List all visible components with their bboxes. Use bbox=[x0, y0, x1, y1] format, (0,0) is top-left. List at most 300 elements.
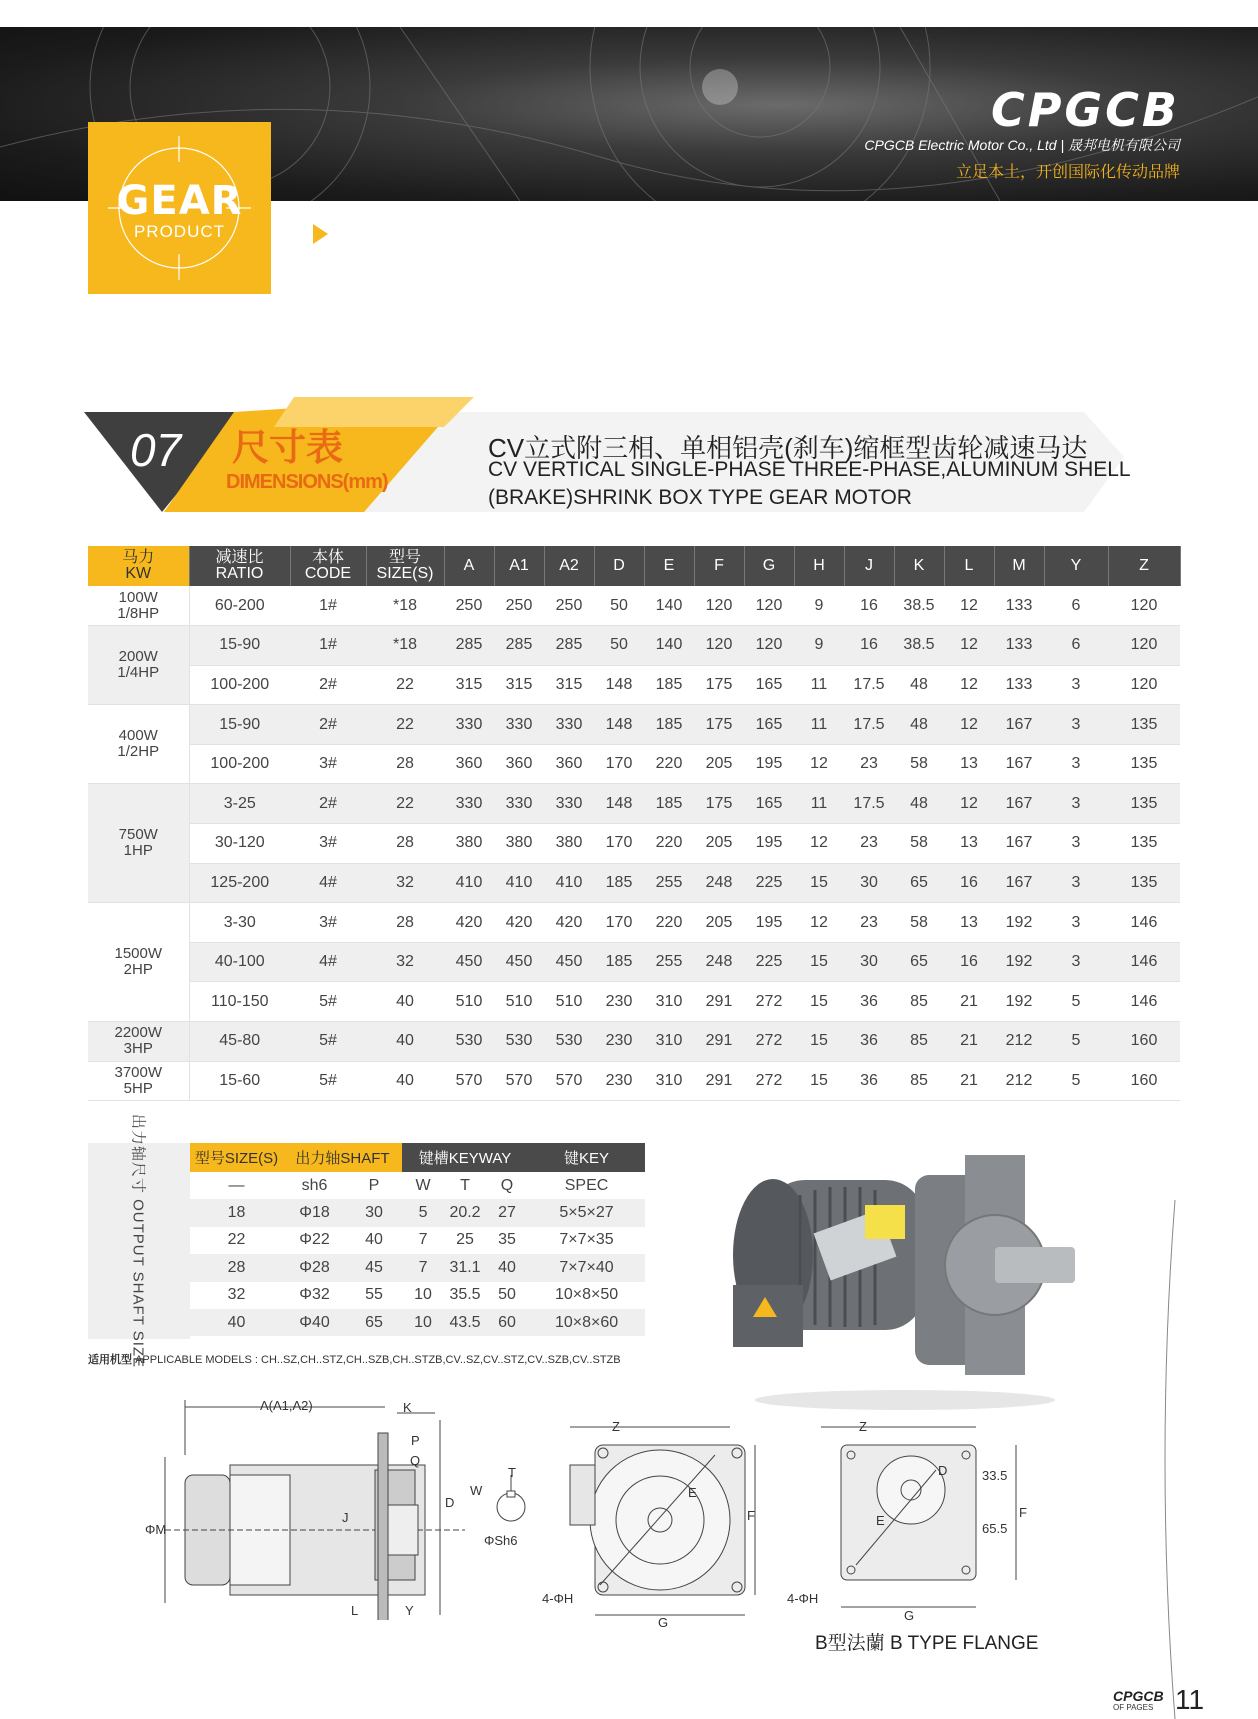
table-row bbox=[88, 784, 1180, 824]
dim-header-cn: 型号 bbox=[388, 549, 421, 566]
table-cell: 28 bbox=[366, 744, 444, 784]
table-cell: 3# bbox=[290, 824, 366, 864]
front-e-label: E bbox=[688, 1485, 697, 1500]
table-cell: 22 bbox=[366, 705, 444, 745]
table-cell: 15-90 bbox=[189, 626, 290, 666]
table-cell: 125-200 bbox=[189, 863, 290, 903]
dim-m-label: ΦM bbox=[145, 1522, 167, 1537]
table-row bbox=[88, 1061, 1180, 1101]
dimensions-table bbox=[88, 546, 1181, 1101]
table-cell: 13 bbox=[944, 903, 994, 943]
table-cell: 12 bbox=[944, 665, 994, 705]
shaft-cell: Φ18 bbox=[283, 1199, 346, 1226]
table-cell: 5 bbox=[1044, 1022, 1108, 1062]
shaft-cell: 20.2 bbox=[444, 1199, 486, 1226]
shaft-row bbox=[190, 1282, 645, 1309]
table-cell: 12 bbox=[794, 824, 844, 864]
table-cell: 120 bbox=[744, 626, 794, 666]
shaft-cell: 35.5 bbox=[449, 1286, 481, 1304]
dim-k-label: K bbox=[403, 1400, 412, 1415]
b-flange-drawing bbox=[786, 1415, 1036, 1625]
table-cell: 3# bbox=[290, 903, 366, 943]
table-cell: 450 bbox=[544, 942, 594, 982]
table-cell: 450 bbox=[444, 942, 494, 982]
table-cell: 58 bbox=[894, 903, 944, 943]
table-cell: 170 bbox=[594, 824, 644, 864]
dim-header-16: Y bbox=[1044, 546, 1108, 586]
dim-header-15: M bbox=[994, 546, 1044, 586]
footer-subtext: OF PAGES bbox=[1113, 1703, 1154, 1712]
shaft-cell: 7×7×35 bbox=[559, 1231, 614, 1249]
table-cell: 185 bbox=[644, 665, 694, 705]
table-cell: 17.5 bbox=[844, 784, 894, 824]
dim-w-label: W bbox=[470, 1483, 483, 1498]
table-cell: 146 bbox=[1108, 942, 1180, 982]
dim-header-5: A1 bbox=[494, 546, 544, 586]
table-cell: 165 bbox=[744, 784, 794, 824]
table-cell: 160 bbox=[1108, 1061, 1180, 1101]
section-label-en: DIMENSIONS(mm) bbox=[226, 471, 388, 493]
table-cell: 450 bbox=[494, 942, 544, 982]
power-hp: 1/4HP bbox=[117, 664, 160, 682]
table-cell: 360 bbox=[544, 744, 594, 784]
table-cell: 165 bbox=[744, 705, 794, 745]
table-cell: 291 bbox=[694, 982, 744, 1022]
shaft-header-size: 型号SIZE(S) bbox=[190, 1143, 283, 1172]
table-cell: 32 bbox=[366, 942, 444, 982]
dim-header-cn: 马力 bbox=[122, 549, 155, 566]
table-cell: 420 bbox=[544, 903, 594, 943]
power-hp: 5HP bbox=[123, 1079, 153, 1097]
shaft-cell: 65 bbox=[346, 1309, 402, 1336]
table-cell: 510 bbox=[444, 982, 494, 1022]
table-cell: 175 bbox=[694, 705, 744, 745]
table-cell: *18 bbox=[366, 586, 444, 626]
table-cell: 3-25 bbox=[189, 784, 290, 824]
dim-header-cn: 减速比 bbox=[215, 549, 264, 566]
product-title-en-1: CV VERTICAL SINGLE-PHASE THREE-PHASE,ALUMINUM SHELL bbox=[488, 458, 1131, 481]
table-cell: 195 bbox=[744, 744, 794, 784]
table-cell: 220 bbox=[644, 903, 694, 943]
table-cell: 185 bbox=[644, 705, 694, 745]
shaft-subheader: SPEC bbox=[564, 1176, 609, 1194]
table-cell: 22 bbox=[366, 784, 444, 824]
shaft-cell: 32 bbox=[227, 1286, 246, 1304]
dim-l-label: L bbox=[351, 1603, 359, 1618]
company-slogan: 立足本土，开创国际化传动品牌 bbox=[955, 164, 1180, 181]
table-cell: 185 bbox=[644, 784, 694, 824]
table-row bbox=[88, 705, 1180, 745]
table-cell: 146 bbox=[1108, 982, 1180, 1022]
table-cell: 135 bbox=[1108, 705, 1180, 745]
table-cell: 120 bbox=[694, 586, 744, 626]
table-cell: 2# bbox=[290, 665, 366, 705]
shaft-cell: 28 bbox=[190, 1254, 283, 1281]
dim-header-en: KW bbox=[125, 565, 152, 582]
dim-header-12: J bbox=[844, 546, 894, 586]
table-cell: 272 bbox=[744, 982, 794, 1022]
table-cell: 330 bbox=[544, 784, 594, 824]
table-cell: 9 bbox=[794, 586, 844, 626]
table-cell: 410 bbox=[494, 863, 544, 903]
table-cell: 16 bbox=[944, 863, 994, 903]
product-title-cn: CV立式附三相、单相铝壳(刹车)缩框型齿轮减速马达 bbox=[488, 433, 1088, 463]
table-cell: 285 bbox=[444, 626, 494, 666]
shaft-subheader: P bbox=[368, 1176, 380, 1194]
table-cell: 15-90 bbox=[189, 705, 290, 745]
table-cell: 167 bbox=[994, 744, 1044, 784]
table-cell: 3 bbox=[1044, 705, 1108, 745]
flange-caption: B型法蘭 B TYPE FLANGE bbox=[815, 1633, 1039, 1654]
shaft-subheader: sh6 bbox=[301, 1176, 328, 1194]
applicable-models bbox=[88, 1351, 621, 1367]
shaft-cell: Φ22 bbox=[299, 1231, 330, 1249]
table-cell: 135 bbox=[1108, 784, 1180, 824]
table-cell: 40 bbox=[366, 1022, 444, 1062]
table-cell: 3 bbox=[1044, 942, 1108, 982]
shaft-table bbox=[190, 1143, 645, 1336]
play-arrow-icon bbox=[313, 224, 328, 244]
brand-logo: CPGCB bbox=[990, 83, 1180, 137]
table-cell: 15 bbox=[794, 1022, 844, 1062]
shaft-subheader: — bbox=[228, 1176, 245, 1194]
power-cell bbox=[88, 1022, 189, 1062]
shaft-cell: 18 bbox=[190, 1199, 283, 1226]
shaft-cell: Φ28 bbox=[283, 1254, 346, 1281]
dim-d-label: D bbox=[445, 1495, 455, 1510]
table-cell: 410 bbox=[544, 863, 594, 903]
dim-header-3 bbox=[366, 546, 444, 586]
table-cell: 6 bbox=[1044, 626, 1108, 666]
table-cell: 5# bbox=[290, 982, 366, 1022]
table-cell: 28 bbox=[366, 824, 444, 864]
table-row bbox=[88, 903, 1180, 943]
table-cell: 85 bbox=[894, 1022, 944, 1062]
dim-y-label: Y bbox=[405, 1603, 414, 1618]
shaft-row bbox=[190, 1254, 645, 1281]
table-cell: 192 bbox=[994, 982, 1044, 1022]
dim-header-en: RATIO bbox=[215, 565, 264, 582]
table-row bbox=[88, 665, 1180, 705]
table-cell: 12 bbox=[944, 586, 994, 626]
flange-v1-label: 33.5 bbox=[982, 1468, 1008, 1483]
shaft-group-header-row bbox=[190, 1143, 645, 1172]
flange-e-label: E bbox=[876, 1513, 885, 1528]
power-hp: 3HP bbox=[123, 1040, 153, 1058]
table-cell: 230 bbox=[594, 1022, 644, 1062]
table-cell: 146 bbox=[1108, 903, 1180, 943]
table-cell: 85 bbox=[894, 982, 944, 1022]
table-cell: 167 bbox=[994, 824, 1044, 864]
dim-header-7: D bbox=[594, 546, 644, 586]
shaft-cell: 43.5 bbox=[444, 1309, 486, 1336]
table-cell: 167 bbox=[994, 705, 1044, 745]
table-cell: 3 bbox=[1044, 863, 1108, 903]
shaft-row bbox=[190, 1199, 645, 1226]
power-kw: 3700W bbox=[114, 1063, 163, 1081]
table-cell: 212 bbox=[994, 1061, 1044, 1101]
table-cell: 38.5 bbox=[894, 586, 944, 626]
shaft-cell: 55 bbox=[365, 1286, 383, 1304]
shaft-cell: 10 bbox=[402, 1309, 444, 1336]
dim-a-label: A(A1,A2) bbox=[260, 1398, 313, 1413]
dim-header-6: A2 bbox=[544, 546, 594, 586]
dim-header-en: SIZE(S) bbox=[376, 565, 434, 582]
table-cell: 285 bbox=[494, 626, 544, 666]
table-cell: 5# bbox=[290, 1061, 366, 1101]
table-cell: 48 bbox=[894, 784, 944, 824]
shaft-cell: 7 bbox=[418, 1231, 428, 1249]
dim-t-label: T bbox=[508, 1465, 516, 1480]
table-row bbox=[88, 1022, 1180, 1062]
table-cell: 30-120 bbox=[189, 824, 290, 864]
table-row bbox=[88, 942, 1180, 982]
footer-logo: CPGCB bbox=[1113, 1688, 1164, 1704]
gear-product-badge bbox=[88, 122, 271, 294]
shaft-cell: 35 bbox=[498, 1231, 516, 1249]
table-cell: 420 bbox=[444, 903, 494, 943]
table-row bbox=[88, 626, 1180, 666]
table-cell: 13 bbox=[944, 824, 994, 864]
table-cell: 315 bbox=[544, 665, 594, 705]
table-cell: 15-60 bbox=[189, 1061, 290, 1101]
shaft-cell: 40 bbox=[486, 1254, 528, 1281]
power-hp: 1/2HP bbox=[117, 743, 160, 761]
dim-header-14: L bbox=[944, 546, 994, 586]
table-cell: 510 bbox=[544, 982, 594, 1022]
table-cell: 3 bbox=[1044, 665, 1108, 705]
table-cell: 195 bbox=[744, 903, 794, 943]
dim-p-label: P bbox=[411, 1433, 420, 1448]
dim-header-0 bbox=[88, 546, 189, 586]
shaft-subheader-row bbox=[190, 1172, 645, 1199]
table-cell: 17.5 bbox=[844, 705, 894, 745]
table-cell: 45-80 bbox=[189, 1022, 290, 1062]
shaft-cell: 7 bbox=[402, 1254, 444, 1281]
table-cell: 65 bbox=[894, 942, 944, 982]
table-cell: 410 bbox=[444, 863, 494, 903]
shaft-header-keyway: 键槽KEYWAY bbox=[402, 1143, 528, 1172]
dim-header-10: G bbox=[744, 546, 794, 586]
dim-sh6-label: ΦSh6 bbox=[484, 1533, 518, 1548]
shaft-cell: 25 bbox=[456, 1231, 474, 1249]
table-cell: 167 bbox=[994, 863, 1044, 903]
table-cell: 380 bbox=[444, 824, 494, 864]
table-cell: 50 bbox=[594, 586, 644, 626]
shaft-subheader: W bbox=[415, 1176, 431, 1194]
table-cell: 9 bbox=[794, 626, 844, 666]
table-cell: 38.5 bbox=[894, 626, 944, 666]
table-cell: 3# bbox=[290, 744, 366, 784]
table-cell: 250 bbox=[444, 586, 494, 626]
table-cell: 310 bbox=[644, 1061, 694, 1101]
table-cell: 5 bbox=[1044, 1061, 1108, 1101]
table-cell: 530 bbox=[544, 1022, 594, 1062]
table-cell: 22 bbox=[366, 665, 444, 705]
table-cell: 212 bbox=[994, 1022, 1044, 1062]
table-cell: 330 bbox=[444, 784, 494, 824]
front-holes-label: 4-ΦH bbox=[542, 1591, 574, 1606]
table-cell: 4# bbox=[290, 863, 366, 903]
table-cell: 11 bbox=[794, 665, 844, 705]
company-name: CPGCB Electric Motor Co., Ltd | 晟邦电机有限公司 bbox=[864, 137, 1180, 153]
dim-header-8: E bbox=[644, 546, 694, 586]
dim-header-4: A bbox=[444, 546, 494, 586]
table-cell: 167 bbox=[994, 784, 1044, 824]
table-cell: 28 bbox=[366, 903, 444, 943]
shaft-key-drawing bbox=[468, 1465, 538, 1555]
dim-header-en: CODE bbox=[304, 565, 352, 582]
dimensions-header-row bbox=[88, 546, 1180, 586]
power-hp: 1/8HP bbox=[117, 604, 160, 622]
table-cell: 205 bbox=[694, 903, 744, 943]
table-cell: 230 bbox=[594, 982, 644, 1022]
power-kw: 750W bbox=[118, 826, 158, 844]
table-cell: 15 bbox=[794, 942, 844, 982]
front-z-label: Z bbox=[612, 1419, 620, 1434]
table-cell: 530 bbox=[494, 1022, 544, 1062]
table-cell: 15 bbox=[794, 1061, 844, 1101]
table-cell: 1# bbox=[290, 586, 366, 626]
shaft-cell: Φ32 bbox=[299, 1286, 330, 1304]
table-cell: 570 bbox=[544, 1061, 594, 1101]
table-cell: 23 bbox=[844, 824, 894, 864]
table-cell: 133 bbox=[994, 665, 1044, 705]
table-cell: 315 bbox=[444, 665, 494, 705]
table-cell: 570 bbox=[494, 1061, 544, 1101]
table-cell: 330 bbox=[444, 705, 494, 745]
table-cell: 5# bbox=[290, 1022, 366, 1062]
shaft-cell: 60 bbox=[486, 1309, 528, 1336]
shaft-cell: 27 bbox=[486, 1199, 528, 1226]
table-cell: 330 bbox=[544, 705, 594, 745]
power-cell bbox=[88, 705, 189, 784]
table-cell: 220 bbox=[644, 824, 694, 864]
table-cell: 195 bbox=[744, 824, 794, 864]
table-cell: 4# bbox=[290, 942, 366, 982]
shaft-header-shaft: 出力轴SHAFT bbox=[283, 1143, 402, 1172]
power-kw: 2200W bbox=[114, 1024, 163, 1042]
table-cell: 120 bbox=[1108, 586, 1180, 626]
table-cell: 36 bbox=[844, 982, 894, 1022]
table-cell: 48 bbox=[894, 705, 944, 745]
table-row bbox=[88, 586, 1180, 626]
flange-g-label: G bbox=[904, 1608, 915, 1623]
side-view-drawing bbox=[135, 1395, 465, 1620]
table-cell: 205 bbox=[694, 744, 744, 784]
table-cell: 250 bbox=[494, 586, 544, 626]
shaft-cell: 5×5×27 bbox=[528, 1199, 645, 1226]
table-cell: *18 bbox=[366, 626, 444, 666]
table-cell: 21 bbox=[944, 1022, 994, 1062]
table-cell: 15 bbox=[794, 982, 844, 1022]
table-cell: 120 bbox=[1108, 665, 1180, 705]
table-cell: 225 bbox=[744, 863, 794, 903]
table-cell: 160 bbox=[1108, 1022, 1180, 1062]
table-cell: 3 bbox=[1044, 824, 1108, 864]
gear-motor-image bbox=[725, 1135, 1085, 1415]
table-cell: 250 bbox=[544, 586, 594, 626]
section-label-cn: 尺寸表 bbox=[232, 427, 343, 468]
power-kw: 100W bbox=[118, 588, 158, 606]
table-cell: 3 bbox=[1044, 744, 1108, 784]
table-cell: 148 bbox=[594, 665, 644, 705]
shaft-cell: Φ40 bbox=[283, 1309, 346, 1336]
table-cell: 170 bbox=[594, 744, 644, 784]
table-cell: 40 bbox=[366, 1061, 444, 1101]
table-cell: 133 bbox=[994, 586, 1044, 626]
table-cell: 420 bbox=[494, 903, 544, 943]
table-cell: 100-200 bbox=[189, 665, 290, 705]
table-cell: 225 bbox=[744, 942, 794, 982]
applicable-label: 适用机型 bbox=[88, 1354, 132, 1366]
page-edge-curve bbox=[1150, 1200, 1180, 1719]
table-cell: 255 bbox=[644, 942, 694, 982]
table-cell: 148 bbox=[594, 705, 644, 745]
front-g-label: G bbox=[658, 1615, 669, 1630]
table-cell: 65 bbox=[894, 863, 944, 903]
table-cell: 360 bbox=[494, 744, 544, 784]
table-cell: 205 bbox=[694, 824, 744, 864]
badge-subtitle: PRODUCT bbox=[133, 222, 226, 241]
table-cell: 185 bbox=[594, 863, 644, 903]
dim-header-1 bbox=[189, 546, 290, 586]
table-cell: 330 bbox=[494, 784, 544, 824]
shaft-cell: 22 bbox=[227, 1231, 246, 1249]
shaft-row bbox=[190, 1309, 645, 1336]
table-cell: 1# bbox=[290, 626, 366, 666]
table-cell: 148 bbox=[594, 784, 644, 824]
table-cell: 23 bbox=[844, 903, 894, 943]
table-row bbox=[88, 982, 1180, 1022]
front-f-label: F bbox=[747, 1508, 755, 1523]
table-cell: 3-30 bbox=[189, 903, 290, 943]
table-cell: 570 bbox=[444, 1061, 494, 1101]
table-cell: 291 bbox=[694, 1061, 744, 1101]
table-cell: 21 bbox=[944, 982, 994, 1022]
table-cell: 135 bbox=[1108, 744, 1180, 784]
power-cell bbox=[88, 903, 189, 1022]
table-cell: 30 bbox=[844, 863, 894, 903]
table-cell: 6 bbox=[1044, 586, 1108, 626]
table-cell: 165 bbox=[744, 665, 794, 705]
power-kw: 200W bbox=[118, 648, 158, 666]
table-cell: 13 bbox=[944, 744, 994, 784]
table-cell: 16 bbox=[944, 942, 994, 982]
table-cell: 310 bbox=[644, 1022, 694, 1062]
table-row bbox=[88, 824, 1180, 864]
applicable-text: APPLICABLE MODELS : CH..SZ,CH..STZ,CH..SZB,CH..STZB,CV..SZ,CV..STZ,CV..SZB,CV..STZB bbox=[135, 1354, 621, 1366]
power-kw: 400W bbox=[118, 727, 158, 745]
power-hp: 2HP bbox=[123, 961, 153, 979]
table-cell: 12 bbox=[944, 626, 994, 666]
table-cell: 272 bbox=[744, 1022, 794, 1062]
table-cell: 21 bbox=[944, 1061, 994, 1101]
badge-title: GEAR bbox=[116, 178, 243, 224]
table-cell: 5 bbox=[1044, 982, 1108, 1022]
table-cell: 135 bbox=[1108, 863, 1180, 903]
flange-d-label: D bbox=[938, 1463, 948, 1478]
table-cell: 40 bbox=[366, 982, 444, 1022]
table-cell: 248 bbox=[694, 942, 744, 982]
dim-header-11: H bbox=[794, 546, 844, 586]
table-cell: 248 bbox=[694, 863, 744, 903]
shaft-cell: 50 bbox=[498, 1286, 516, 1304]
table-cell: 120 bbox=[744, 586, 794, 626]
table-cell: 16 bbox=[844, 586, 894, 626]
dim-header-2 bbox=[290, 546, 366, 586]
table-cell: 15 bbox=[794, 863, 844, 903]
